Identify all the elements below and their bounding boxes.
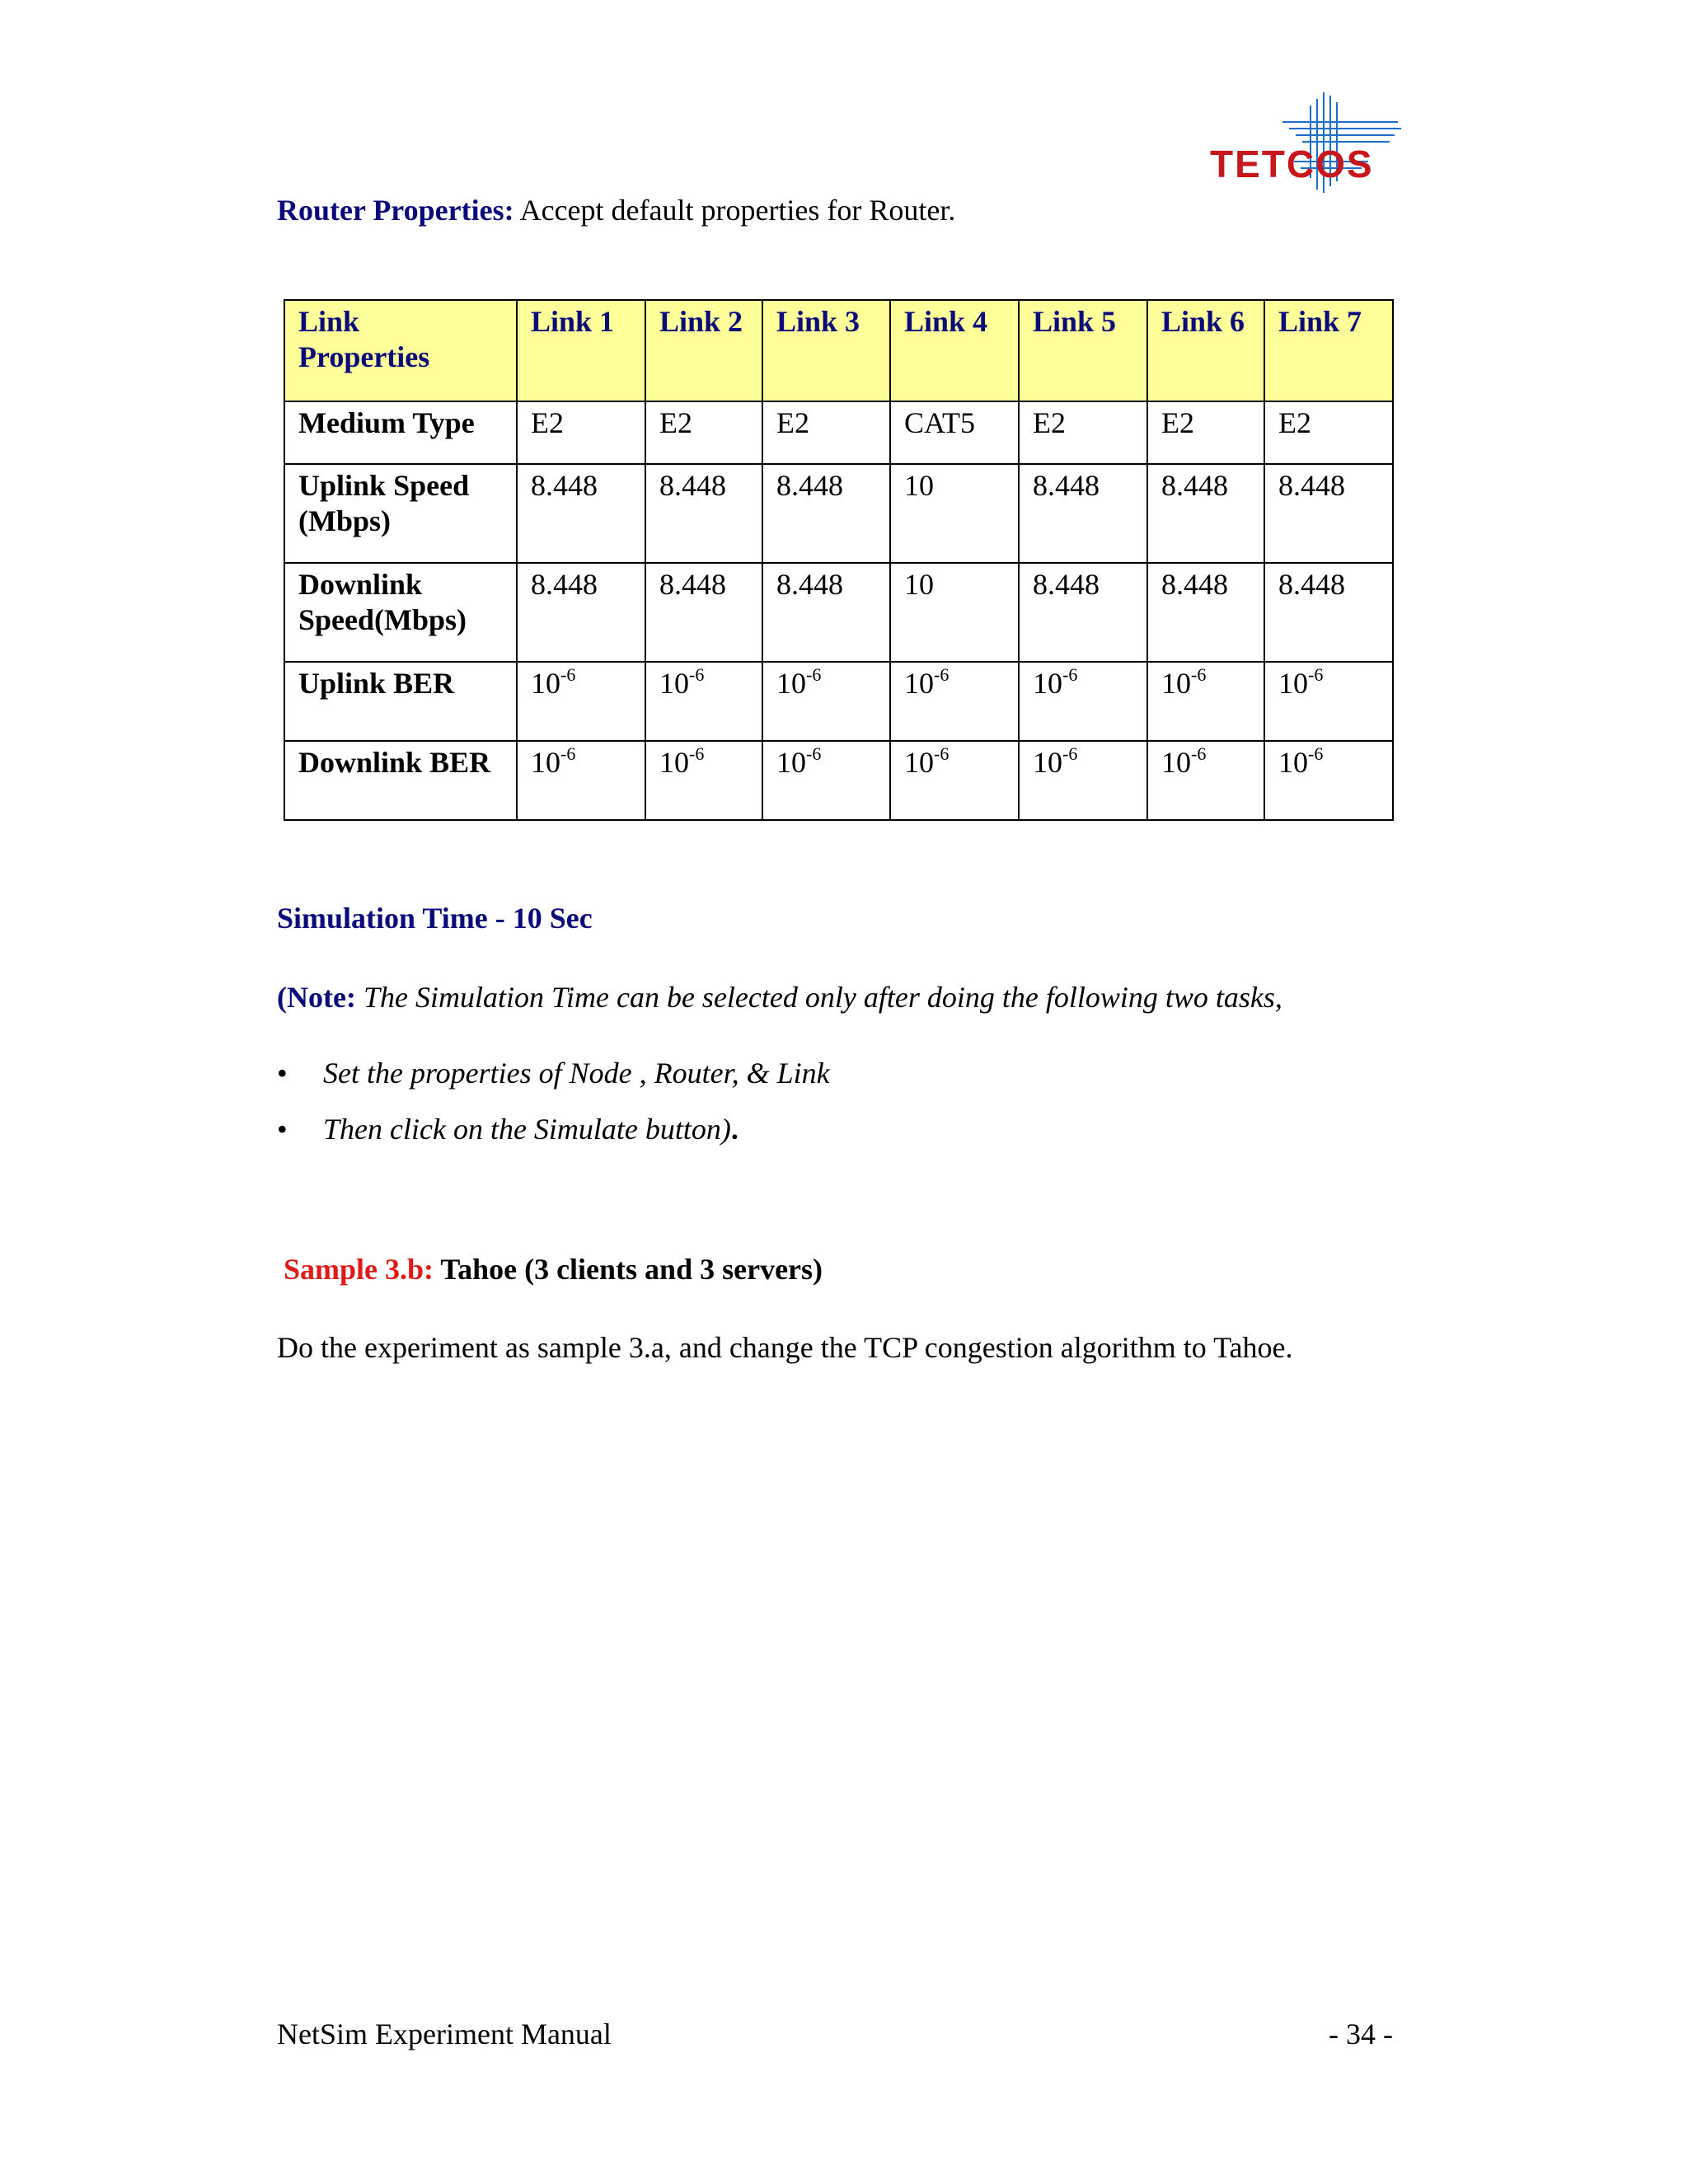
router-properties-line bbox=[277, 192, 955, 228]
footer-page-number: - 34 - bbox=[1329, 2018, 1393, 2050]
table-cell: $10^{-6}$ bbox=[517, 741, 645, 820]
sample-title: Tahoe (3 clients and 3 servers) bbox=[434, 1253, 823, 1286]
table-cell: 8.448 bbox=[762, 563, 890, 662]
bullet-icon: • bbox=[277, 1113, 288, 1146]
table-row bbox=[284, 563, 1393, 662]
table-cell: E2 bbox=[1019, 401, 1147, 464]
header-cell: Link 4 bbox=[890, 300, 1019, 401]
exponent: -6 bbox=[934, 664, 950, 685]
table-cell: 10 bbox=[890, 464, 1019, 563]
exponent: -6 bbox=[1191, 743, 1207, 764]
table-cell: E2 bbox=[517, 401, 645, 464]
note-label: (Note: bbox=[277, 981, 356, 1014]
table-header-row bbox=[284, 300, 1393, 401]
table-cell: $10^{-6}$ bbox=[890, 662, 1019, 741]
table-cell: $10^{-6}$ bbox=[645, 662, 762, 741]
row-label: Uplink Speed (Mbps) bbox=[284, 464, 517, 563]
list-item: • Then click on the Simulate button). bbox=[277, 1113, 738, 1146]
header-cell: Link Properties bbox=[284, 300, 517, 401]
table-cell: 8.448 bbox=[762, 464, 890, 563]
table-row bbox=[284, 662, 1393, 741]
row-label: Medium Type bbox=[284, 401, 517, 464]
note-text: The Simulation Time can be selected only after doing the following two tasks, bbox=[355, 981, 1282, 1014]
table-cell: $10^{-6}$ bbox=[1147, 741, 1264, 820]
simulation-time-heading: Simulation Time - 10 Sec bbox=[277, 902, 593, 935]
header-cell: Link 2 bbox=[645, 300, 762, 401]
exponent: -6 bbox=[560, 743, 576, 764]
tetcos-logo bbox=[1203, 92, 1401, 193]
table-cell: $10^{-6}$ bbox=[645, 741, 762, 820]
header-cell: Link 5 bbox=[1019, 300, 1147, 401]
table-cell: 10 bbox=[890, 563, 1019, 662]
table-cell: $10^{-6}$ bbox=[1019, 741, 1147, 820]
table-cell: $10^{-6}$ bbox=[517, 662, 645, 741]
table-cell: E2 bbox=[645, 401, 762, 464]
note-paragraph bbox=[277, 979, 1282, 1015]
table-cell: 8.448 bbox=[1019, 563, 1147, 662]
list-item: • Set the properties of Node , Router, & Link bbox=[277, 1057, 830, 1090]
table-cell: 8.448 bbox=[1019, 464, 1147, 563]
table-cell: 8.448 bbox=[1264, 464, 1393, 563]
row-label: Uplink BER bbox=[284, 662, 517, 741]
header-cell: Link 7 bbox=[1264, 300, 1393, 401]
table-cell: 8.448 bbox=[517, 563, 645, 662]
table-cell: E2 bbox=[762, 401, 890, 464]
table-cell: 8.448 bbox=[645, 464, 762, 563]
table-cell: E2 bbox=[1147, 401, 1264, 464]
instruction-text: Do the experiment as sample 3.a, and change the TCP congestion algorithm to Tahoe. bbox=[277, 1331, 1293, 1364]
exponent: -6 bbox=[1062, 664, 1078, 685]
table-cell: $10^{-6}$ bbox=[1019, 662, 1147, 741]
exponent: -6 bbox=[1308, 664, 1324, 685]
exponent: -6 bbox=[806, 743, 822, 764]
exponent: -6 bbox=[1062, 743, 1078, 764]
header-cell: Link 1 bbox=[517, 300, 645, 401]
table-cell: $10^{-6}$ bbox=[1264, 662, 1393, 741]
exponent: -6 bbox=[1191, 664, 1207, 685]
exponent: -6 bbox=[1308, 743, 1324, 764]
header-cell: Link 6 bbox=[1147, 300, 1264, 401]
table-cell: 8.448 bbox=[645, 563, 762, 662]
table-cell: 8.448 bbox=[1264, 563, 1393, 662]
footer-manual-title: NetSim Experiment Manual bbox=[277, 2018, 612, 2050]
exponent: -6 bbox=[934, 743, 950, 764]
table-cell: 8.448 bbox=[1147, 563, 1264, 662]
bullet-icon: • bbox=[277, 1057, 288, 1090]
table-row bbox=[284, 464, 1393, 563]
row-label: Downlink Speed(Mbps) bbox=[284, 563, 517, 662]
router-properties-label: Router Properties: bbox=[277, 194, 514, 227]
note-bullet-list bbox=[277, 1055, 830, 1167]
table-row bbox=[284, 741, 1393, 820]
logo-text: TETCOS bbox=[1210, 143, 1374, 185]
table-cell: $10^{-6}$ bbox=[762, 741, 890, 820]
exponent: -6 bbox=[689, 743, 705, 764]
sample-heading bbox=[284, 1251, 823, 1287]
table-cell: CAT5 bbox=[890, 401, 1019, 464]
exponent: -6 bbox=[560, 664, 576, 685]
link-properties-table bbox=[284, 299, 1394, 821]
header-cell: Link 3 bbox=[762, 300, 890, 401]
row-label: Downlink BER bbox=[284, 741, 517, 820]
table-cell: E2 bbox=[1264, 401, 1393, 464]
table-row bbox=[284, 401, 1393, 464]
table-cell: $10^{-6}$ bbox=[1264, 741, 1393, 820]
sample-label: Sample 3.b: bbox=[284, 1253, 434, 1286]
table-cell: $10^{-6}$ bbox=[762, 662, 890, 741]
exponent: -6 bbox=[689, 664, 705, 685]
router-properties-text: Accept default properties for Router. bbox=[513, 194, 956, 227]
table-cell: $10^{-6}$ bbox=[890, 741, 1019, 820]
exponent: -6 bbox=[806, 664, 822, 685]
table-cell: $10^{-6}$ bbox=[1147, 662, 1264, 741]
table-cell: 8.448 bbox=[517, 464, 645, 563]
table-cell: 8.448 bbox=[1147, 464, 1264, 563]
